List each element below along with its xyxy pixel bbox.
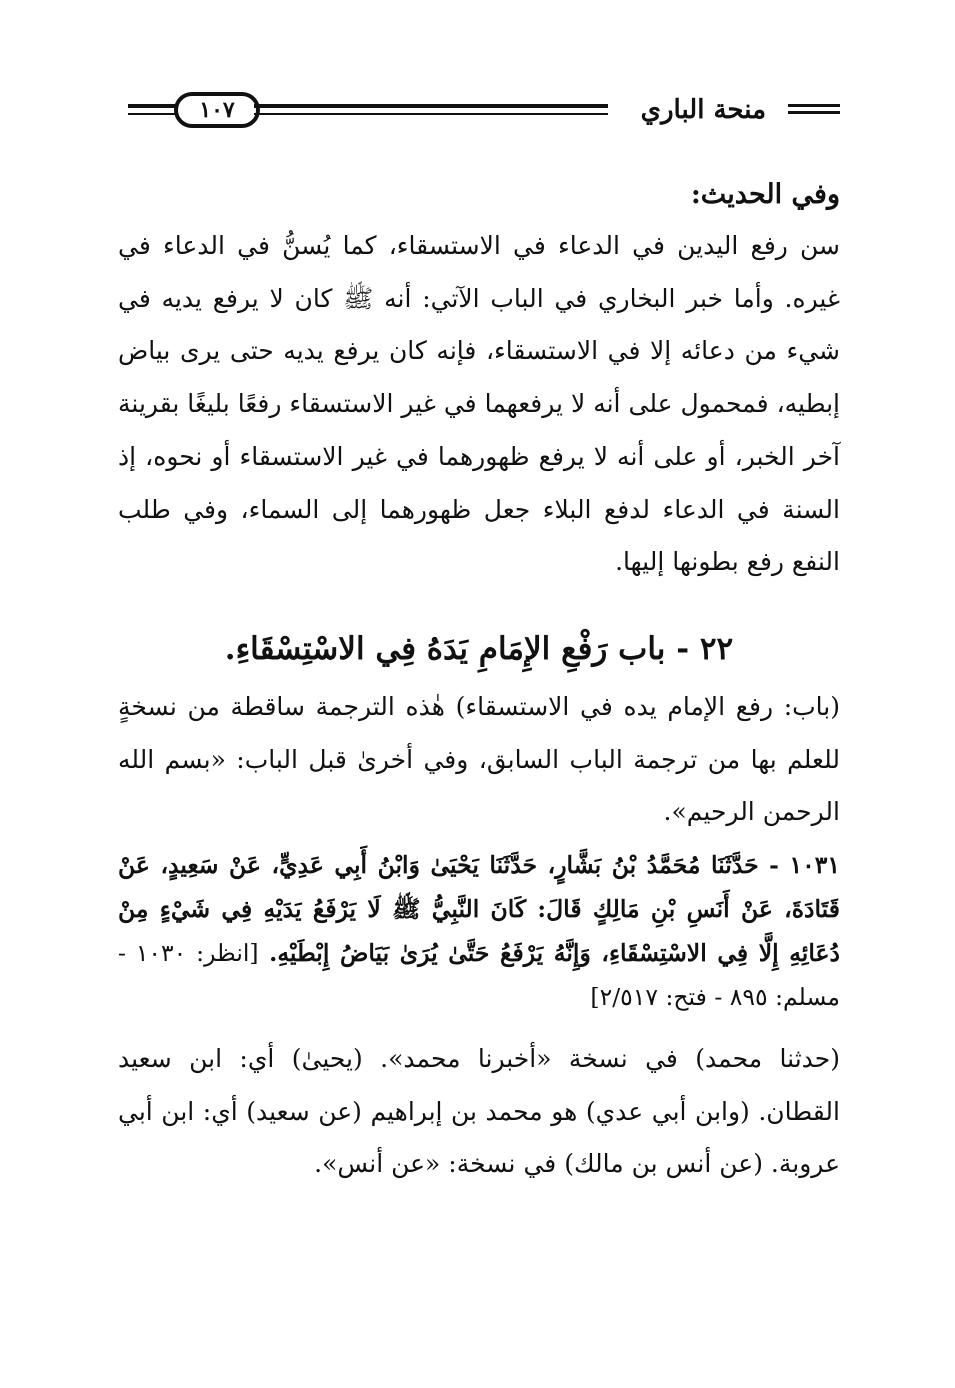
- page-content: [118, 170, 840, 1191]
- header-rule-right: [788, 104, 840, 114]
- commentary-paragraph-3: (حدثنا محمد) في نسخة «أخبرنا محمد». (يحيىٰ) أي: ابن سعيد القطان. (وابن أبي عدي) هو محمد بن إبراهيم (عن سعيد) أي: ابن أبي عروبة. (عن أنس بن مالك) في نسخة: «عن أنس».: [118, 1044, 840, 1179]
- commentary-paragraph-1: سن رفع اليدين في الدعاء في الاستسقاء، كما يُسنُّ في الدعاء في غيره. وأما خبر البخاري في الباب الآتي: أنه ﷺ كان لا يرفع يديه في شيء من دعائه إلا في الاستسقاء، فإنه كان يرفع يديه حتى يرى بياض إبطيه، فمحمول على أنه لا يرفعهما في غير الاستسقاء رفعًا بليغًا بقرينة آخر الخبر، أو على أنه لا يرفع ظهورهما في غير الاستسقاء أو نحوه، إذ السنة في الدعاء لدفع البلاء جعل ظهورهما إلى السماء، وفي طلب النفع رفع بطونها إليها.: [118, 231, 840, 577]
- chapter-title: ٢٢ - باب رَفْعِ الإِمَامِ يَدَهُ فِي الاسْتِسْقَاءِ.: [224, 630, 734, 667]
- hadith-reference: [انظر: ١٠٣٠ - مسلم: ٨٩٥ - فتح: ٢/٥١٧]: [118, 939, 840, 1012]
- hadith-block: [118, 843, 840, 1019]
- section-subhead: وفي الحديث:: [690, 179, 840, 210]
- hadith-text: ١٠٣١ - حَدَّثَنَا مُحَمَّدُ بْنُ بَشَّارٍ، حَدَّثَنَا يَحْيَىٰ وَابْنُ أَبِي عَدِيٍّ، عَنْ سَعِيدٍ، عَنْ قَتَادَةَ، عَنْ أَنَسِ بْنِ مَالِكٍ قَالَ: كَانَ النَّبِيُّ ﷺ لَا يَرْفَعُ يَدَيْهِ فِي شَيْءٍ مِنْ دُعَائِهِ إِلَّا فِي الاسْتِسْقَاءِ، وَإِنَّهُ يَرْفَعُ حَتَّىٰ يُرَىٰ بَيَاضُ إِبْطَيْهِ.: [118, 851, 840, 968]
- commentary-paragraph-2: (باب: رفع الإمام يده في الاستسقاء) هٰذه الترجمة ساقطة من نسخةٍ للعلم بها من ترجمة الباب السابق، وفي أخرىٰ قبل الباب: «بسم الله الرحمن الرحيم».: [118, 691, 840, 827]
- page-number: ١٠٧: [174, 92, 260, 128]
- page-header: [128, 92, 840, 138]
- running-title: منحة الباري: [640, 95, 766, 125]
- header-rule-left: [128, 104, 178, 115]
- header-rule-long: [254, 104, 608, 115]
